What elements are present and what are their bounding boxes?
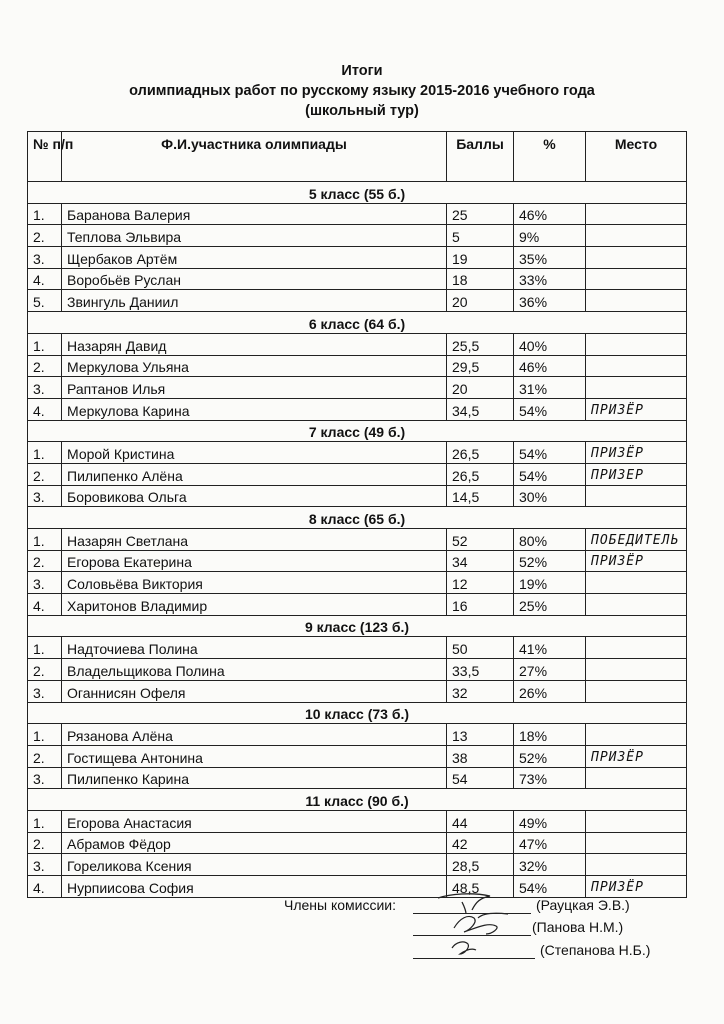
cell-score: 20 (447, 377, 514, 399)
cell-place (586, 203, 687, 225)
grade-label: 8 класс (65 б.) (28, 507, 687, 529)
table-row (28, 485, 687, 507)
cell-name: Абрамов Фёдор (62, 832, 447, 854)
grade-label: 5 класс (55 б.) (28, 182, 687, 204)
cell-num: 5. (28, 290, 62, 312)
cell-place (586, 594, 687, 616)
commission-label: Члены комиссии: (284, 897, 397, 913)
cell-percent: 26% (514, 680, 586, 702)
cell-place: ПРИЗЁР (586, 398, 687, 420)
cell-score: 25 (447, 203, 514, 225)
cell-num: 3. (28, 377, 62, 399)
cell-place (586, 225, 687, 247)
cell-score: 25,5 (447, 333, 514, 355)
table-row (28, 659, 687, 681)
grade-label: 11 класс (90 б.) (28, 789, 687, 811)
cell-score: 33,5 (447, 659, 514, 681)
cell-name: Меркулова Карина (62, 398, 447, 420)
cell-num: 1. (28, 333, 62, 355)
cell-name: Назарян Светлана (62, 529, 447, 551)
cell-score: 12 (447, 572, 514, 594)
cell-name: Звингуль Даниил (62, 290, 447, 312)
grade-label: 10 класс (73 б.) (28, 702, 687, 724)
cell-num: 2. (28, 659, 62, 681)
cell-num: 3. (28, 854, 62, 876)
cell-percent: 25% (514, 594, 586, 616)
cell-num: 2. (28, 355, 62, 377)
cell-num: 2. (28, 225, 62, 247)
cell-name: Раптанов Илья (62, 377, 447, 399)
table-row (28, 572, 687, 594)
table-row (28, 680, 687, 702)
cell-score: 54 (447, 767, 514, 789)
cell-score: 26,5 (447, 442, 514, 464)
table-header-row (28, 132, 687, 182)
cell-num: 1. (28, 529, 62, 551)
cell-percent: 46% (514, 355, 586, 377)
cell-percent: 18% (514, 724, 586, 746)
cell-percent: 47% (514, 832, 586, 854)
cell-name: Гостищева Антонина (62, 745, 447, 767)
table-row (28, 442, 687, 464)
cell-name: Назарян Давид (62, 333, 447, 355)
cell-place (586, 247, 687, 269)
cell-name: Щербаков Артём (62, 247, 447, 269)
table-row (28, 745, 687, 767)
handwritten-signatures (420, 888, 530, 968)
cell-name: Егорова Екатерина (62, 550, 447, 572)
cell-percent: 33% (514, 268, 586, 290)
grade-label: 6 класс (64 б.) (28, 312, 687, 334)
cell-score: 38 (447, 745, 514, 767)
cell-score: 19 (447, 247, 514, 269)
cell-percent: 46% (514, 203, 586, 225)
results-table (27, 131, 687, 898)
table-row (28, 854, 687, 876)
grade-row (28, 702, 687, 724)
cell-score: 16 (447, 594, 514, 616)
grade-label: 7 класс (49 б.) (28, 420, 687, 442)
cell-place (586, 659, 687, 681)
cell-name: Егорова Анастасия (62, 810, 447, 832)
table-row (28, 333, 687, 355)
cell-percent: 19% (514, 572, 586, 594)
cell-place (586, 355, 687, 377)
cell-place (586, 724, 687, 746)
table-row (28, 550, 687, 572)
cell-num: 2. (28, 745, 62, 767)
table-row (28, 832, 687, 854)
table-row (28, 463, 687, 485)
cell-name: Боровикова Ольга (62, 485, 447, 507)
cell-percent: 35% (514, 247, 586, 269)
cell-num: 4. (28, 876, 62, 898)
cell-num: 3. (28, 572, 62, 594)
cell-num: 2. (28, 463, 62, 485)
cell-name: Харитонов Владимир (62, 594, 447, 616)
member-1: (Рауцкая Э.В.) (536, 897, 630, 913)
table-row (28, 876, 687, 898)
cell-place: ПРИЗЁР (586, 550, 687, 572)
cell-percent: 27% (514, 659, 586, 681)
cell-name: Теплова Эльвира (62, 225, 447, 247)
cell-num: 1. (28, 724, 62, 746)
cell-place (586, 333, 687, 355)
cell-percent: 41% (514, 637, 586, 659)
cell-score: 13 (447, 724, 514, 746)
cell-name: Надточиева Полина (62, 637, 447, 659)
cell-place: ПРИЗЁР (586, 745, 687, 767)
cell-name: Владельщикова Полина (62, 659, 447, 681)
document-tour: (школьный тур) (305, 103, 419, 119)
cell-num: 3. (28, 247, 62, 269)
table-row (28, 529, 687, 551)
table-row (28, 724, 687, 746)
grade-row (28, 507, 687, 529)
cell-place: ПРИЗЕР (586, 463, 687, 485)
cell-place: ПРИЗЁР (586, 442, 687, 464)
cell-place (586, 810, 687, 832)
cell-place (586, 854, 687, 876)
cell-num: 4. (28, 398, 62, 420)
cell-percent: 54% (514, 442, 586, 464)
cell-name: Соловьёва Виктория (62, 572, 447, 594)
cell-name: Пилипенко Алёна (62, 463, 447, 485)
table-row (28, 355, 687, 377)
cell-score: 26,5 (447, 463, 514, 485)
cell-num: 1. (28, 810, 62, 832)
table-row (28, 637, 687, 659)
table-row (28, 377, 687, 399)
cell-num: 3. (28, 767, 62, 789)
cell-percent: 52% (514, 550, 586, 572)
grade-row (28, 420, 687, 442)
cell-score: 29,5 (447, 355, 514, 377)
cell-percent: 31% (514, 377, 586, 399)
cell-percent: 49% (514, 810, 586, 832)
document-subtitle: олимпиадных работ по русскому языку 2015-2016 учебного года (129, 83, 595, 99)
grade-row (28, 789, 687, 811)
results-body (28, 182, 687, 898)
cell-num: 4. (28, 594, 62, 616)
cell-name: Рязанова Алёна (62, 724, 447, 746)
cell-place (586, 832, 687, 854)
member-3: (Степанова Н.Б.) (540, 942, 651, 958)
header-score: Баллы (447, 132, 514, 182)
table-row (28, 268, 687, 290)
cell-percent: 52% (514, 745, 586, 767)
header-percent: % (514, 132, 586, 182)
cell-score: 18 (447, 268, 514, 290)
cell-name: Морой Кристина (62, 442, 447, 464)
cell-name: Меркулова Ульяна (62, 355, 447, 377)
grade-row (28, 312, 687, 334)
cell-percent: 36% (514, 290, 586, 312)
cell-num: 1. (28, 442, 62, 464)
cell-name: Гореликова Ксения (62, 854, 447, 876)
cell-place: ПРИЗЁР (586, 876, 687, 898)
cell-score: 52 (447, 529, 514, 551)
cell-score: 42 (447, 832, 514, 854)
cell-place (586, 485, 687, 507)
cell-place (586, 680, 687, 702)
cell-score: 32 (447, 680, 514, 702)
cell-percent: 54% (514, 398, 586, 420)
cell-name: Баранова Валерия (62, 203, 447, 225)
cell-score: 28,5 (447, 854, 514, 876)
cell-percent: 54% (514, 463, 586, 485)
cell-num: 3. (28, 680, 62, 702)
table-row (28, 594, 687, 616)
cell-place (586, 268, 687, 290)
cell-score: 20 (447, 290, 514, 312)
cell-score: 34,5 (447, 398, 514, 420)
document-title: Итоги (341, 63, 383, 79)
table-row (28, 767, 687, 789)
cell-place (586, 637, 687, 659)
table-row (28, 810, 687, 832)
header-num: № п/п (28, 132, 62, 182)
table-row (28, 247, 687, 269)
table-row (28, 225, 687, 247)
cell-score: 5 (447, 225, 514, 247)
cell-num: 2. (28, 832, 62, 854)
cell-score: 44 (447, 810, 514, 832)
table-row (28, 203, 687, 225)
cell-percent: 73% (514, 767, 586, 789)
cell-name: Пилипенко Карина (62, 767, 447, 789)
cell-num: 1. (28, 637, 62, 659)
cell-place (586, 377, 687, 399)
cell-percent: 9% (514, 225, 586, 247)
cell-place (586, 767, 687, 789)
cell-score: 14,5 (447, 485, 514, 507)
grade-label: 9 класс (123 б.) (28, 615, 687, 637)
cell-place (586, 290, 687, 312)
cell-percent: 80% (514, 529, 586, 551)
cell-name: Оганнисян Офеля (62, 680, 447, 702)
cell-place: ПОБЕДИТЕЛЬ (586, 529, 687, 551)
cell-num: 3. (28, 485, 62, 507)
cell-score: 34 (447, 550, 514, 572)
cell-num: 4. (28, 268, 62, 290)
header-name: Ф.И.участника олимпиады (62, 132, 447, 182)
cell-percent: 40% (514, 333, 586, 355)
cell-name: Воробьёв Руслан (62, 268, 447, 290)
cell-score: 48,5 (447, 876, 514, 898)
cell-num: 2. (28, 550, 62, 572)
header-place: Место (586, 132, 687, 182)
cell-score: 50 (447, 637, 514, 659)
cell-percent: 54% (514, 876, 586, 898)
cell-num: 1. (28, 203, 62, 225)
grade-row (28, 182, 687, 204)
cell-percent: 30% (514, 485, 586, 507)
member-2: (Панова Н.М.) (532, 919, 624, 935)
cell-place (586, 572, 687, 594)
cell-percent: 32% (514, 854, 586, 876)
grade-row (28, 615, 687, 637)
table-row (28, 398, 687, 420)
cell-name: Нурпиисова София (62, 876, 447, 898)
table-row (28, 290, 687, 312)
